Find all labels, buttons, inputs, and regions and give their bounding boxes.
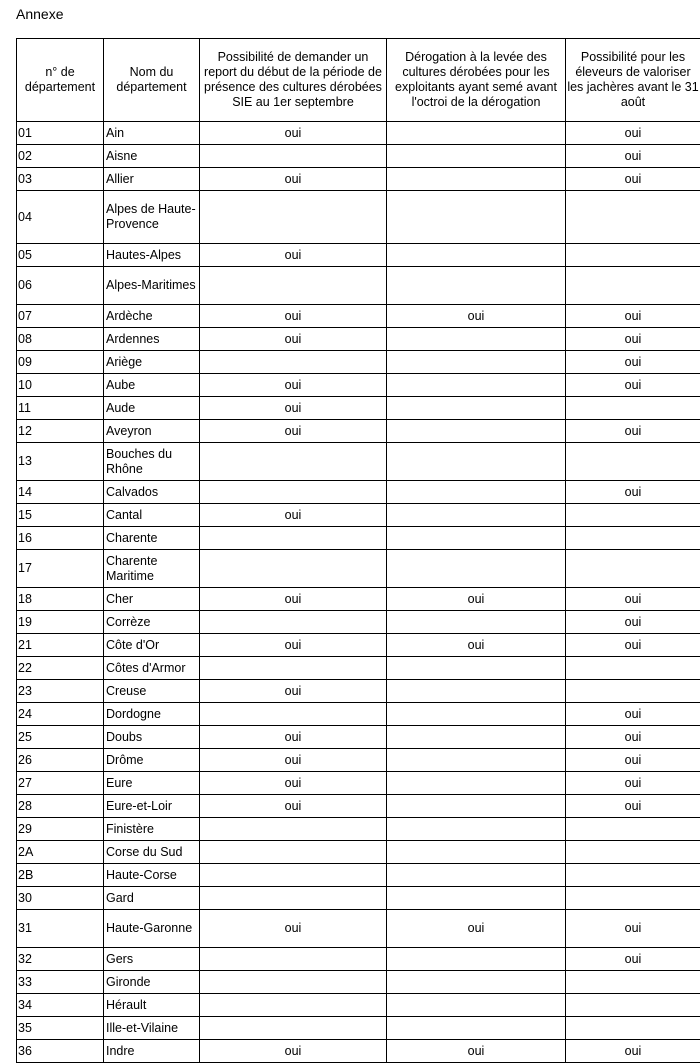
header-dept-number: n° de département bbox=[17, 39, 104, 122]
report-request-cell: oui bbox=[200, 680, 387, 703]
dept-name-cell: Haute-Garonne bbox=[104, 910, 200, 948]
page-title: Annexe bbox=[16, 6, 63, 22]
fallow-use-cell bbox=[566, 191, 700, 244]
dept-number-cell: 21 bbox=[17, 634, 104, 657]
fallow-use-cell: oui bbox=[566, 328, 700, 351]
dept-number-cell: 19 bbox=[17, 611, 104, 634]
derogation-cell bbox=[387, 504, 566, 527]
dept-name-cell: Aube bbox=[104, 374, 200, 397]
report-request-cell bbox=[200, 994, 387, 1017]
report-request-cell bbox=[200, 550, 387, 588]
derogation-cell bbox=[387, 122, 566, 145]
dept-name-cell: Gironde bbox=[104, 971, 200, 994]
fallow-use-cell bbox=[566, 971, 700, 994]
dept-number-cell: 09 bbox=[17, 351, 104, 374]
fallow-use-cell bbox=[566, 994, 700, 1017]
fallow-use-cell bbox=[566, 887, 700, 910]
header-fallow-use: Possibilité pour les éleveurs de valoriser les jachères avant le 31 août bbox=[566, 39, 700, 122]
fallow-use-cell bbox=[566, 397, 700, 420]
dept-name-cell: Corse du Sud bbox=[104, 841, 200, 864]
table-row bbox=[17, 703, 700, 726]
derogation-cell bbox=[387, 611, 566, 634]
table-row bbox=[17, 657, 700, 680]
dept-number-cell: 02 bbox=[17, 145, 104, 168]
fallow-use-cell: oui bbox=[566, 634, 700, 657]
dept-name-cell: Cantal bbox=[104, 504, 200, 527]
table-row bbox=[17, 122, 700, 145]
table-row bbox=[17, 971, 700, 994]
dept-name-cell: Aveyron bbox=[104, 420, 200, 443]
fallow-use-cell bbox=[566, 680, 700, 703]
report-request-cell bbox=[200, 887, 387, 910]
derogation-cell bbox=[387, 657, 566, 680]
dept-number-cell: 07 bbox=[17, 305, 104, 328]
derogation-cell bbox=[387, 841, 566, 864]
fallow-use-cell: oui bbox=[566, 145, 700, 168]
report-request-cell: oui bbox=[200, 504, 387, 527]
dept-number-cell: 27 bbox=[17, 772, 104, 795]
table-row bbox=[17, 726, 700, 749]
table-row bbox=[17, 244, 700, 267]
derogation-cell bbox=[387, 680, 566, 703]
dept-name-cell: Gers bbox=[104, 948, 200, 971]
fallow-use-cell bbox=[566, 443, 700, 481]
dept-number-cell: 13 bbox=[17, 443, 104, 481]
dept-name-cell: Hautes-Alpes bbox=[104, 244, 200, 267]
derogation-cell: oui bbox=[387, 305, 566, 328]
dept-name-cell: Dordogne bbox=[104, 703, 200, 726]
dept-name-cell: Finistère bbox=[104, 818, 200, 841]
dept-number-cell: 2A bbox=[17, 841, 104, 864]
dept-number-cell: 15 bbox=[17, 504, 104, 527]
table-row bbox=[17, 795, 700, 818]
dept-name-cell: Hérault bbox=[104, 994, 200, 1017]
dept-name-cell: Doubs bbox=[104, 726, 200, 749]
dept-number-cell: 30 bbox=[17, 887, 104, 910]
dept-number-cell: 11 bbox=[17, 397, 104, 420]
fallow-use-cell: oui bbox=[566, 588, 700, 611]
fallow-use-cell bbox=[566, 841, 700, 864]
report-request-cell bbox=[200, 948, 387, 971]
table-row bbox=[17, 588, 700, 611]
departments-table bbox=[16, 38, 700, 1063]
dept-name-cell: Aude bbox=[104, 397, 200, 420]
fallow-use-cell: oui bbox=[566, 749, 700, 772]
report-request-cell: oui bbox=[200, 328, 387, 351]
header-derogation: Dérogation à la levée des cultures dérobées pour les exploitants ayant semé avant l'octroi de la dérogation bbox=[387, 39, 566, 122]
derogation-cell: oui bbox=[387, 910, 566, 948]
derogation-cell bbox=[387, 481, 566, 504]
dept-name-cell: Gard bbox=[104, 887, 200, 910]
report-request-cell bbox=[200, 481, 387, 504]
dept-number-cell: 35 bbox=[17, 1017, 104, 1040]
report-request-cell bbox=[200, 1017, 387, 1040]
dept-number-cell: 29 bbox=[17, 818, 104, 841]
report-request-cell: oui bbox=[200, 122, 387, 145]
derogation-cell bbox=[387, 948, 566, 971]
dept-number-cell: 23 bbox=[17, 680, 104, 703]
dept-name-cell: Côte d'Or bbox=[104, 634, 200, 657]
report-request-cell: oui bbox=[200, 420, 387, 443]
dept-name-cell: Corrèze bbox=[104, 611, 200, 634]
dept-name-cell: Calvados bbox=[104, 481, 200, 504]
dept-number-cell: 14 bbox=[17, 481, 104, 504]
table-row bbox=[17, 910, 700, 948]
fallow-use-cell: oui bbox=[566, 772, 700, 795]
table-row bbox=[17, 351, 700, 374]
table-row bbox=[17, 634, 700, 657]
table-row bbox=[17, 948, 700, 971]
derogation-cell bbox=[387, 443, 566, 481]
table-row bbox=[17, 328, 700, 351]
report-request-cell: oui bbox=[200, 795, 387, 818]
derogation-cell bbox=[387, 244, 566, 267]
report-request-cell: oui bbox=[200, 749, 387, 772]
derogation-cell bbox=[387, 328, 566, 351]
report-request-cell: oui bbox=[200, 305, 387, 328]
dept-name-cell: Indre bbox=[104, 1040, 200, 1063]
report-request-cell bbox=[200, 818, 387, 841]
dept-name-cell: Ardèche bbox=[104, 305, 200, 328]
table-row bbox=[17, 420, 700, 443]
derogation-cell bbox=[387, 420, 566, 443]
fallow-use-cell: oui bbox=[566, 703, 700, 726]
derogation-cell bbox=[387, 795, 566, 818]
dept-number-cell: 25 bbox=[17, 726, 104, 749]
table-row bbox=[17, 772, 700, 795]
dept-number-cell: 31 bbox=[17, 910, 104, 948]
dept-name-cell: Alpes de Haute-Provence bbox=[104, 191, 200, 244]
header-dept-name: Nom du département bbox=[104, 39, 200, 122]
dept-name-cell: Ariège bbox=[104, 351, 200, 374]
derogation-cell bbox=[387, 772, 566, 795]
report-request-cell: oui bbox=[200, 1040, 387, 1063]
dept-number-cell: 16 bbox=[17, 527, 104, 550]
table-row bbox=[17, 680, 700, 703]
table-row bbox=[17, 527, 700, 550]
table-row bbox=[17, 550, 700, 588]
fallow-use-cell bbox=[566, 550, 700, 588]
report-request-cell bbox=[200, 657, 387, 680]
dept-name-cell: Côtes d'Armor bbox=[104, 657, 200, 680]
fallow-use-cell bbox=[566, 864, 700, 887]
derogation-cell bbox=[387, 145, 566, 168]
report-request-cell: oui bbox=[200, 772, 387, 795]
dept-name-cell: Ain bbox=[104, 122, 200, 145]
fallow-use-cell: oui bbox=[566, 1040, 700, 1063]
dept-name-cell: Eure bbox=[104, 772, 200, 795]
derogation-cell bbox=[387, 550, 566, 588]
report-request-cell: oui bbox=[200, 374, 387, 397]
report-request-cell bbox=[200, 864, 387, 887]
dept-number-cell: 33 bbox=[17, 971, 104, 994]
report-request-cell: oui bbox=[200, 634, 387, 657]
table-row bbox=[17, 168, 700, 191]
fallow-use-cell: oui bbox=[566, 168, 700, 191]
dept-name-cell: Ardennes bbox=[104, 328, 200, 351]
report-request-cell bbox=[200, 703, 387, 726]
table-row bbox=[17, 1017, 700, 1040]
fallow-use-cell: oui bbox=[566, 726, 700, 749]
table-row bbox=[17, 994, 700, 1017]
dept-name-cell: Eure-et-Loir bbox=[104, 795, 200, 818]
table-row bbox=[17, 504, 700, 527]
fallow-use-cell: oui bbox=[566, 420, 700, 443]
dept-number-cell: 04 bbox=[17, 191, 104, 244]
fallow-use-cell bbox=[566, 267, 700, 305]
report-request-cell bbox=[200, 527, 387, 550]
fallow-use-cell bbox=[566, 527, 700, 550]
derogation-cell bbox=[387, 267, 566, 305]
report-request-cell bbox=[200, 841, 387, 864]
dept-number-cell: 28 bbox=[17, 795, 104, 818]
table-header-row bbox=[17, 39, 700, 122]
fallow-use-cell bbox=[566, 657, 700, 680]
dept-number-cell: 2B bbox=[17, 864, 104, 887]
table-row bbox=[17, 887, 700, 910]
dept-number-cell: 26 bbox=[17, 749, 104, 772]
dept-name-cell: Drôme bbox=[104, 749, 200, 772]
table-row bbox=[17, 818, 700, 841]
report-request-cell bbox=[200, 145, 387, 168]
fallow-use-cell: oui bbox=[566, 948, 700, 971]
dept-number-cell: 12 bbox=[17, 420, 104, 443]
dept-number-cell: 24 bbox=[17, 703, 104, 726]
dept-number-cell: 01 bbox=[17, 122, 104, 145]
table-row bbox=[17, 864, 700, 887]
table-row bbox=[17, 841, 700, 864]
table-row bbox=[17, 397, 700, 420]
dept-name-cell: Alpes-Maritimes bbox=[104, 267, 200, 305]
derogation-cell bbox=[387, 749, 566, 772]
dept-number-cell: 17 bbox=[17, 550, 104, 588]
report-request-cell: oui bbox=[200, 910, 387, 948]
report-request-cell bbox=[200, 351, 387, 374]
dept-number-cell: 03 bbox=[17, 168, 104, 191]
derogation-cell: oui bbox=[387, 588, 566, 611]
report-request-cell bbox=[200, 443, 387, 481]
fallow-use-cell: oui bbox=[566, 305, 700, 328]
derogation-cell: oui bbox=[387, 634, 566, 657]
fallow-use-cell: oui bbox=[566, 351, 700, 374]
header-report-request: Possibilité de demander un report du début de la période de présence des cultures dérobées SIE au 1er septembre bbox=[200, 39, 387, 122]
fallow-use-cell bbox=[566, 244, 700, 267]
derogation-cell bbox=[387, 703, 566, 726]
derogation-cell bbox=[387, 397, 566, 420]
fallow-use-cell bbox=[566, 818, 700, 841]
table-row bbox=[17, 749, 700, 772]
table-row bbox=[17, 443, 700, 481]
table-row bbox=[17, 1040, 700, 1063]
report-request-cell bbox=[200, 971, 387, 994]
dept-number-cell: 08 bbox=[17, 328, 104, 351]
fallow-use-cell bbox=[566, 504, 700, 527]
table-row bbox=[17, 374, 700, 397]
dept-number-cell: 18 bbox=[17, 588, 104, 611]
report-request-cell bbox=[200, 267, 387, 305]
derogation-cell: oui bbox=[387, 1040, 566, 1063]
derogation-cell bbox=[387, 191, 566, 244]
dept-name-cell: Cher bbox=[104, 588, 200, 611]
derogation-cell bbox=[387, 971, 566, 994]
table-body bbox=[17, 122, 700, 1063]
report-request-cell bbox=[200, 611, 387, 634]
fallow-use-cell: oui bbox=[566, 481, 700, 504]
table-row bbox=[17, 267, 700, 305]
report-request-cell bbox=[200, 191, 387, 244]
derogation-cell bbox=[387, 994, 566, 1017]
table-row bbox=[17, 191, 700, 244]
derogation-cell bbox=[387, 374, 566, 397]
table-row bbox=[17, 611, 700, 634]
derogation-cell bbox=[387, 726, 566, 749]
report-request-cell: oui bbox=[200, 726, 387, 749]
derogation-cell bbox=[387, 168, 566, 191]
fallow-use-cell: oui bbox=[566, 374, 700, 397]
fallow-use-cell bbox=[566, 1017, 700, 1040]
table-row bbox=[17, 145, 700, 168]
report-request-cell: oui bbox=[200, 397, 387, 420]
dept-name-cell: Creuse bbox=[104, 680, 200, 703]
derogation-cell bbox=[387, 527, 566, 550]
dept-name-cell: Charente bbox=[104, 527, 200, 550]
fallow-use-cell: oui bbox=[566, 122, 700, 145]
dept-name-cell: Aisne bbox=[104, 145, 200, 168]
dept-number-cell: 22 bbox=[17, 657, 104, 680]
derogation-cell bbox=[387, 351, 566, 374]
report-request-cell: oui bbox=[200, 168, 387, 191]
report-request-cell: oui bbox=[200, 588, 387, 611]
derogation-cell bbox=[387, 864, 566, 887]
dept-name-cell: Ille-et-Vilaine bbox=[104, 1017, 200, 1040]
dept-number-cell: 06 bbox=[17, 267, 104, 305]
derogation-cell bbox=[387, 818, 566, 841]
derogation-cell bbox=[387, 1017, 566, 1040]
dept-name-cell: Haute-Corse bbox=[104, 864, 200, 887]
derogation-cell bbox=[387, 887, 566, 910]
dept-number-cell: 10 bbox=[17, 374, 104, 397]
fallow-use-cell: oui bbox=[566, 910, 700, 948]
dept-number-cell: 05 bbox=[17, 244, 104, 267]
report-request-cell: oui bbox=[200, 244, 387, 267]
table-row bbox=[17, 305, 700, 328]
table-row bbox=[17, 481, 700, 504]
dept-name-cell: Bouches du Rhône bbox=[104, 443, 200, 481]
fallow-use-cell: oui bbox=[566, 795, 700, 818]
dept-name-cell: Allier bbox=[104, 168, 200, 191]
dept-number-cell: 34 bbox=[17, 994, 104, 1017]
dept-number-cell: 36 bbox=[17, 1040, 104, 1063]
dept-number-cell: 32 bbox=[17, 948, 104, 971]
dept-name-cell: Charente Maritime bbox=[104, 550, 200, 588]
fallow-use-cell: oui bbox=[566, 611, 700, 634]
